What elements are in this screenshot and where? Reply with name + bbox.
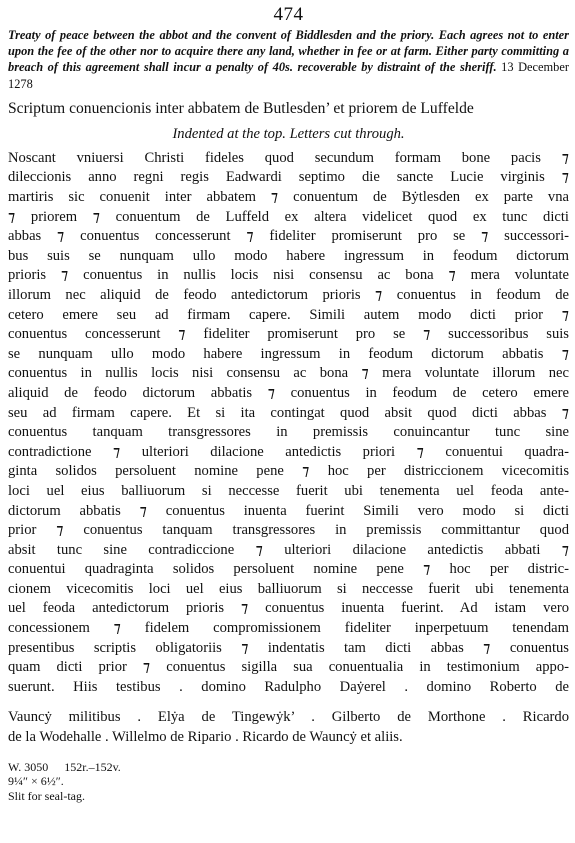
body-line: concessionem ⁊ fidelem compromissionem fideliter inperpetuum tenendam (8, 620, 569, 637)
charter-body (8, 149, 569, 698)
body-line: prioris ⁊ conuentus in nullis locis nisi consensu ac bona ⁊ mera voluntate (8, 267, 569, 284)
witness-line: de la Wodehalle . Willelmo de Ripario . Ricardo de Wauncẏ et aliis. (8, 729, 403, 746)
document-title: Scriptum conuencionis inter abbatem de Butlesden’ et priorem de Luffelde (8, 99, 474, 117)
summary-text: Treaty of peace between the abbot and the convent of Biddlesden and the priory. Each agrees not to enter upon the fee of the other nor to acquire there any land, whether in fee or at farm. Either party committing a breach of this agreement shall incur a penalty of 40s. recoverable by distraint of the sheriff. (8, 28, 569, 75)
page-number: 474 (273, 4, 304, 25)
body-line: abbas ⁊ conuentus concesserunt ⁊ fideliter promiserunt pro se ⁊ successori- (8, 228, 569, 245)
body-line: illorum nec aliquid de feodo antedictorum prioris ⁊ conuentus in feodum de (8, 286, 569, 303)
body-line: dileccionis anno regni regis Eadwardi septimo die sancte Lucie virginis ⁊ (8, 169, 569, 186)
meta-folios: 152r.–152v. (64, 759, 121, 774)
meta-ref-row (8, 760, 569, 775)
indent-note: Indented at the top. Letters cut through. (172, 125, 405, 142)
body-line: se nunquam ullo modo habere ingressum in feodum dictorum abbatis ⁊ (8, 345, 569, 362)
body-line: dictorum abbatis ⁊ conuentus inuenta fuerint Simili vero modo si dicti (8, 502, 569, 519)
body-line: suerunt. Hiis testibus . domino Radulpho Daẏerel . domino Roberto de (8, 678, 569, 695)
document-summary (8, 27, 569, 92)
body-line: presentibus scriptis obligatoriis ⁊ indentatis tam dicti abbas ⁊ conuentus (8, 639, 569, 656)
body-line: prior ⁊ conuentus tanquam transgressores in premissis committantur quod (8, 522, 569, 539)
body-line: loci uel eius balliuorum si neccesse fuerit ubi tenementa uel feoda ante- (8, 482, 569, 499)
body-line: aliquid de feodo dictorum abbatis ⁊ conuentus in feodum de cetero emere (8, 384, 569, 401)
body-line: contradictione ⁊ ulteriori dilacione antedictis priori ⁊ conuentui quadra- (8, 443, 569, 460)
meta-dimensions: 9¼″ × 6½″. (8, 774, 64, 789)
body-line: conuentui quadraginta solidos persoluent nomine pene ⁊ hoc per distric- (8, 561, 569, 578)
document-meta (8, 760, 569, 804)
body-line: cetero emere seu ad firmam capere. Simili autem modo dicti prior ⁊ (8, 306, 569, 323)
body-line: conuentus tanquam transgressores in premissis conuincantur tunc sine (8, 424, 569, 441)
body-line: uel feoda antedictorum prioris ⁊ conuentus inuenta fuerint. Ad istam vero (8, 600, 569, 617)
body-line: martiris sic conuenit inter abbatem ⁊ conuentum de Bẏtlesden ex parte vna (8, 189, 569, 205)
witness-list (8, 708, 569, 747)
body-line: quam dicti prior ⁊ conuentus sigilla sua conuentualia in testimonium appo- (8, 659, 569, 676)
body-line: absit tunc sine contradiccione ⁊ ulteriori dilacione antedictis abbati ⁊ (8, 541, 569, 558)
meta-note: Slit for seal-tag. (8, 788, 85, 803)
body-line: bus suis se nunquam ullo modo habere ingressum in feodum dictorum (8, 247, 569, 264)
body-line: conuentus concesserunt ⁊ fideliter promiserunt pro se ⁊ successoribus suis (8, 326, 569, 343)
body-line: cionem vicecomitis loci uel eius balliuorum si neccesse fuerit ubi tenementa (8, 580, 569, 597)
witness-line: Vauncẏ militibus . Elẏa de Tingewẏk’ . Gilberto de Morthone . Ricardo (8, 709, 569, 726)
body-line: seu ad firmam capere. Et si ita contingat quod absit quod dicti abbas ⁊ (8, 404, 569, 421)
body-line: ⁊ priorem ⁊ conuentum de Luffeld ex altera videlicet quod ex tunc dicti (8, 208, 569, 225)
body-line: Noscant vniuersi Christi fideles quod secundum formam bone pacis ⁊ (8, 149, 569, 166)
body-line: conuentus in nullis locis nisi consensu ac bona ⁊ mera voluntate illorum nec (8, 365, 569, 382)
summary-date: 13 December 1278 (8, 60, 569, 91)
body-line: ginta solidos persoluent nomine pene ⁊ hoc per districcionem vicecomitis (8, 463, 569, 480)
meta-ref: W. 3050 (8, 759, 49, 774)
